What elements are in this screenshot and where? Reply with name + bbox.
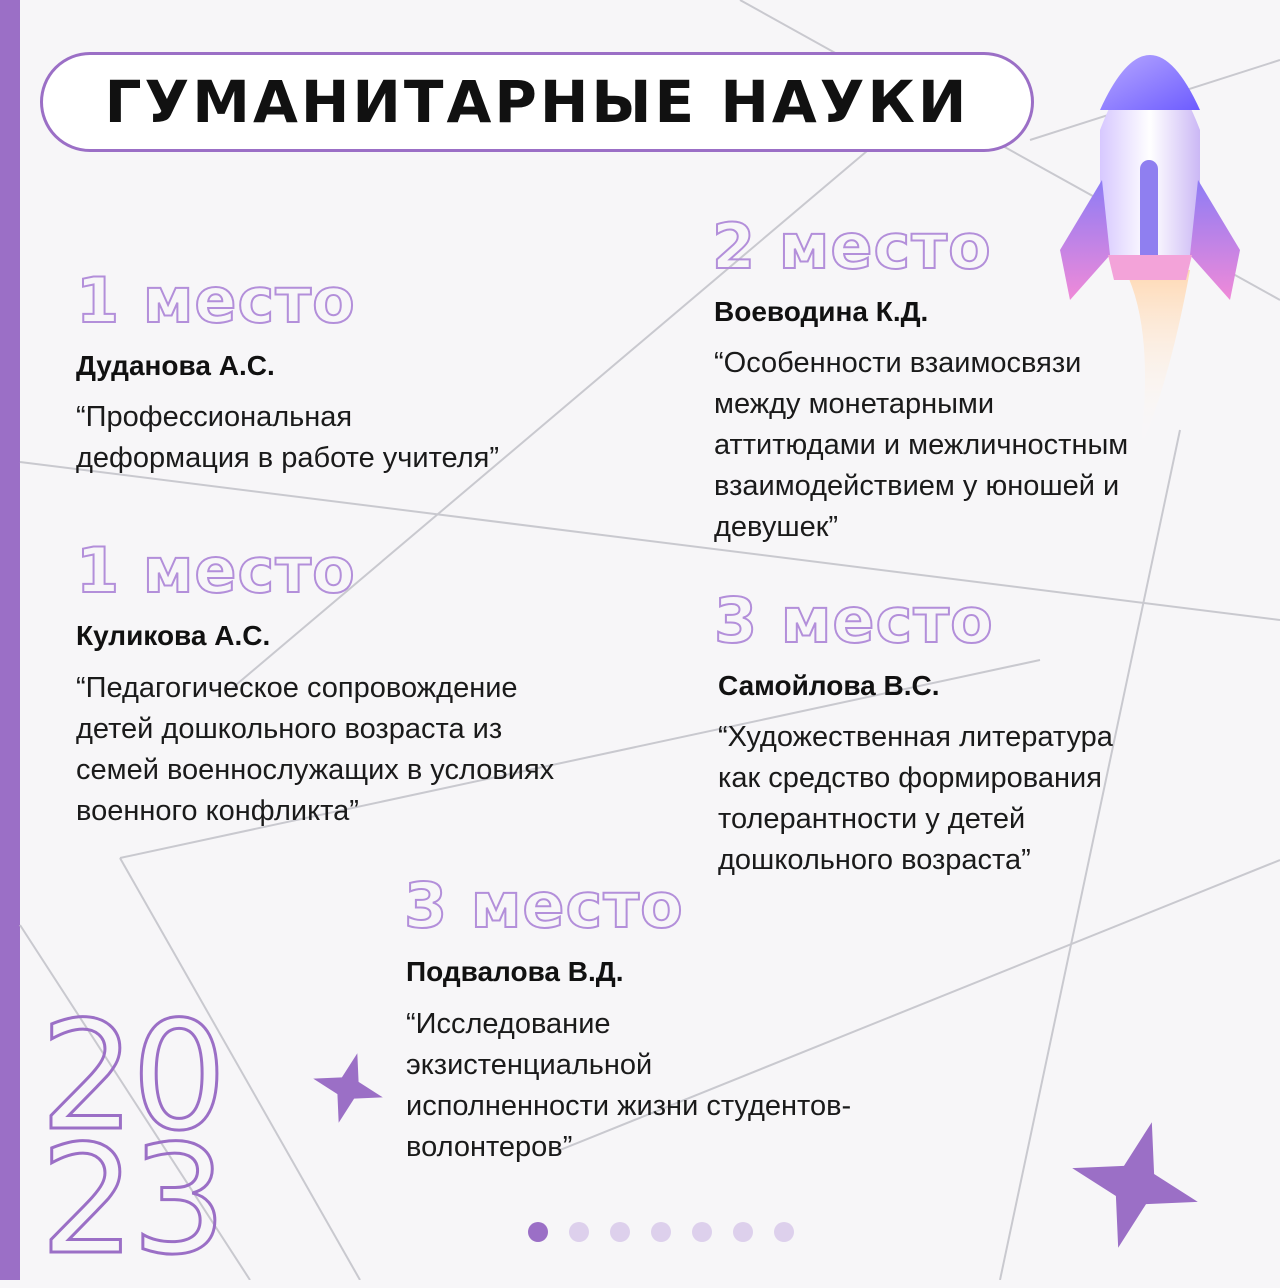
winner-name: Воеводина К.Д. bbox=[714, 296, 929, 327]
winner-name: Дуданова А.С. bbox=[76, 350, 275, 381]
topic-text bbox=[406, 1004, 851, 1168]
winner-name: Подвалова В.Д. bbox=[406, 956, 624, 987]
place-label: 2 место bbox=[712, 210, 992, 283]
topic-line: девушек” bbox=[714, 511, 839, 543]
topic-line: дошкольного возраста” bbox=[718, 844, 1031, 876]
topic-line: исполненности жизни студентов- bbox=[406, 1090, 852, 1122]
topic-text bbox=[718, 717, 1113, 881]
page-title: ГУМАНИТАРНЫЕ НАУКИ bbox=[104, 68, 970, 136]
star-icon bbox=[1070, 1120, 1200, 1250]
topic-text bbox=[76, 668, 554, 832]
pagination-dots bbox=[528, 1222, 794, 1242]
topic-line: волонтеров” bbox=[406, 1131, 573, 1163]
winner-name: Куликова А.С. bbox=[76, 620, 271, 651]
topic-line: детей дошкольного возраста из bbox=[76, 713, 503, 745]
year-top: 20 bbox=[40, 990, 223, 1164]
place-label: 3 место bbox=[714, 584, 994, 657]
rocket-icon bbox=[1040, 0, 1280, 470]
topic-line: экзистенциальной bbox=[406, 1049, 653, 1081]
topic-line: семей военнослужащих в условиях bbox=[76, 754, 555, 786]
page-dot[interactable] bbox=[692, 1222, 712, 1242]
topic-line: деформация в работе учителя” bbox=[76, 442, 499, 474]
page-dot[interactable] bbox=[651, 1222, 671, 1242]
place-label: 1 место bbox=[76, 534, 356, 607]
topic-line: между монетарными bbox=[714, 388, 995, 420]
page-dot[interactable] bbox=[610, 1222, 630, 1242]
topic-text bbox=[76, 397, 499, 479]
page-dot[interactable] bbox=[528, 1222, 548, 1242]
topic-line: аттитюдами и межличностным bbox=[714, 429, 1129, 461]
topic-line: военного конфликта” bbox=[76, 795, 359, 827]
star-icon bbox=[312, 1052, 384, 1124]
title-banner bbox=[40, 52, 1034, 152]
topic-line: как средство формирования bbox=[718, 762, 1102, 794]
page-dot[interactable] bbox=[733, 1222, 753, 1242]
topic-line: толерантности у детей bbox=[718, 803, 1026, 835]
topic-line: “Художественная литература bbox=[718, 721, 1113, 753]
topic-line: “Исследование bbox=[406, 1008, 611, 1040]
page-dot[interactable] bbox=[569, 1222, 589, 1242]
topic-line: “Особенности взаимосвязи bbox=[714, 347, 1082, 379]
winner-name: Самойлова В.С. bbox=[718, 670, 940, 701]
page-dot[interactable] bbox=[774, 1222, 794, 1242]
place-label: 3 место bbox=[404, 869, 684, 942]
topic-line: “Педагогическое сопровождение bbox=[76, 672, 518, 704]
place-label: 1 место bbox=[76, 264, 356, 337]
topic-line: взаимодействием у юношей и bbox=[714, 470, 1120, 502]
topic-line: “Профессиональная bbox=[76, 401, 353, 433]
year-bottom: 23 bbox=[40, 1114, 223, 1288]
